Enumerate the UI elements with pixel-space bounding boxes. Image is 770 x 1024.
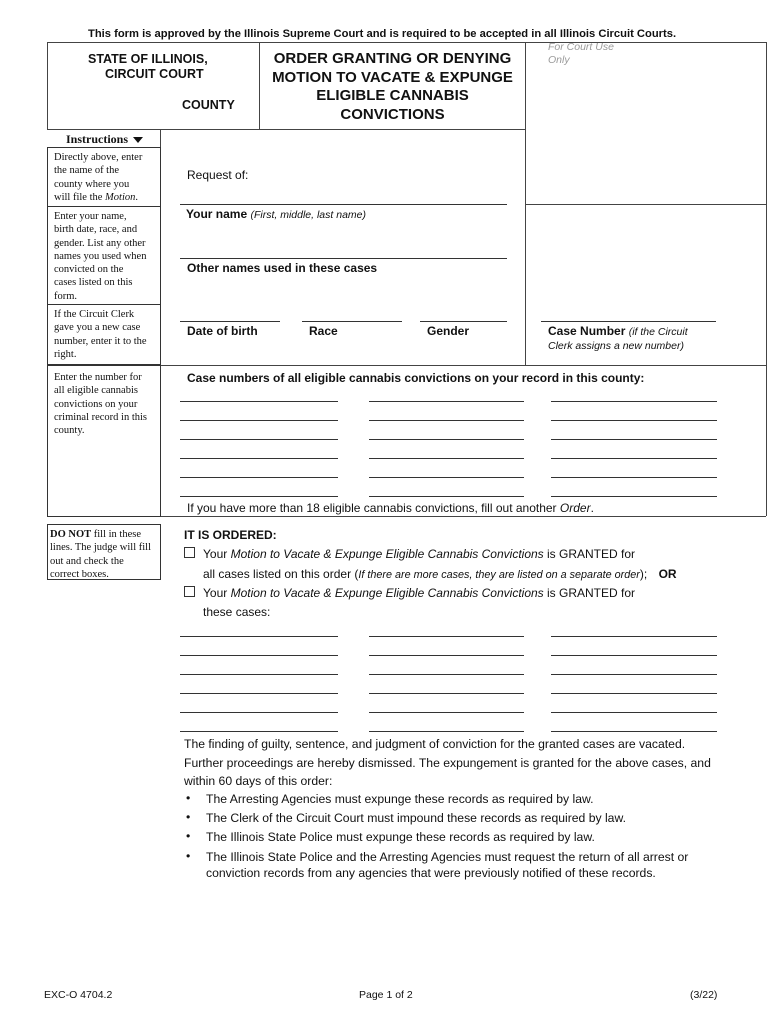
granted-case-line[interactable] xyxy=(551,731,717,732)
granted-case-line[interactable] xyxy=(180,693,338,694)
grant-all-text: Your Motion to Vacate & Expunge Eligible Cannabis Convictions is GRANTED for xyxy=(203,547,636,561)
court-use-line-2: Only xyxy=(548,54,570,66)
granted-case-line[interactable] xyxy=(551,674,717,675)
instructions-heading xyxy=(66,132,143,147)
title-line-1: ORDER GRANTING OR DENYING xyxy=(273,50,512,67)
case-line[interactable] xyxy=(551,401,717,402)
title-line-4: CONVICTIONS xyxy=(340,105,445,123)
left-border-top xyxy=(47,42,48,129)
instruction-convictions: Enter the number for all eligible cannabis convictions on your criminal record in this county. xyxy=(54,372,148,437)
case-line[interactable] xyxy=(551,496,717,497)
case-line[interactable] xyxy=(180,401,338,402)
case-line[interactable] xyxy=(551,477,717,478)
dob-field[interactable] xyxy=(180,321,280,322)
case-line[interactable] xyxy=(180,477,338,478)
approval-note: This form is approved by the Illinois Supreme Court and is required to be accepted in all Illinois Circuit Courts. xyxy=(88,28,677,40)
bullet-icon: • xyxy=(186,829,191,843)
gender-field[interactable] xyxy=(420,321,507,322)
bullet-icon: • xyxy=(186,810,191,824)
grant-listed-text: Your Motion to Vacate & Expunge Eligible Cannabis Convictions is GRANTED for xyxy=(203,586,636,600)
case-line[interactable] xyxy=(180,458,338,459)
case-line[interactable] xyxy=(369,496,524,497)
dob-label: Date of birth xyxy=(187,324,258,338)
case-line[interactable] xyxy=(180,420,338,421)
instructions-heading-text: Instructions xyxy=(66,132,129,146)
order-heading: IT IS ORDERED: xyxy=(184,528,277,542)
more-cases-note: If you have more than 18 eligible cannabis convictions, fill out another Order. xyxy=(187,501,594,515)
top-border xyxy=(47,42,767,43)
request-of-label: Request of: xyxy=(187,168,249,182)
grant-listed-text-line2: these cases: xyxy=(203,605,271,619)
right-border xyxy=(766,42,767,516)
granted-case-line[interactable] xyxy=(369,655,524,656)
granted-case-line[interactable] xyxy=(369,693,524,694)
form-code: EXC-O 4704.2 xyxy=(44,989,113,1001)
header-bottom-border xyxy=(47,129,525,130)
grant-all-checkbox[interactable] xyxy=(184,547,195,558)
title-line-3: ELIGIBLE CANNABIS xyxy=(316,87,469,104)
court-use-bottom xyxy=(525,204,766,205)
form-title xyxy=(260,50,525,124)
court-use-line-1: For Court Use xyxy=(548,41,614,53)
case-line[interactable] xyxy=(180,496,338,497)
granted-case-line[interactable] xyxy=(180,674,338,675)
granted-case-line[interactable] xyxy=(551,636,717,637)
case-line[interactable] xyxy=(551,420,717,421)
grant-listed-checkbox[interactable] xyxy=(184,586,195,597)
findings-paragraph: The finding of guilty, sentence, and judgment of conviction for the granted cases are vacated. Further proceedings are hereby dismissed. The expungement is granted for the above cases, and within 60 days of this order: xyxy=(184,737,711,788)
your-name-label: Your name (First, middle, last name) xyxy=(186,207,366,221)
case-line[interactable] xyxy=(180,439,338,440)
bullet-icon: • xyxy=(186,791,191,805)
cases-section-bottom xyxy=(160,516,766,517)
instruction-personal: Enter your name, birth date, race, and gender. List any other names you used when convicted on the cases listed on this form. xyxy=(54,211,147,302)
case-line[interactable] xyxy=(551,458,717,459)
gender-label: Gender xyxy=(427,324,470,338)
granted-case-line[interactable] xyxy=(180,731,338,732)
granted-case-line[interactable] xyxy=(551,693,717,694)
granted-case-line[interactable] xyxy=(369,712,524,713)
case-number-field[interactable] xyxy=(541,321,716,322)
title-line-2: MOTION TO VACATE & EXPUNGE xyxy=(272,68,513,86)
case-line[interactable] xyxy=(369,439,524,440)
instruction-county: Directly above, enter the name of the county where you will file the Motion. xyxy=(54,152,143,203)
revision-date: (3/22) xyxy=(690,989,718,1001)
state-label: STATE OF ILLINOIS, xyxy=(88,52,208,66)
granted-case-line[interactable] xyxy=(180,655,338,656)
case-line[interactable] xyxy=(369,458,524,459)
instruction-case-number: If the Circuit Clerk gave you a new case number, enter it to the right. xyxy=(54,309,147,360)
race-field[interactable] xyxy=(302,321,402,322)
case-line[interactable] xyxy=(369,420,524,421)
court-use-label xyxy=(548,41,614,67)
granted-case-line[interactable] xyxy=(369,636,524,637)
your-name-field[interactable] xyxy=(180,204,507,205)
granted-case-line[interactable] xyxy=(551,655,717,656)
county-label: COUNTY xyxy=(182,98,235,112)
granted-case-line[interactable] xyxy=(369,674,524,675)
granted-case-line[interactable] xyxy=(180,636,338,637)
case-number-label: Case Number (if the Circuit Clerk assigns a new number) xyxy=(548,324,688,352)
granted-case-line[interactable] xyxy=(551,712,717,713)
instruction-judge: DO NOT fill in these lines. The judge will fill out and check the correct boxes. xyxy=(50,529,152,580)
circuit-court-label-2: CIRCUIT COURT xyxy=(105,67,204,81)
bullet-icon: • xyxy=(186,849,191,863)
page-number: Page 1 of 2 xyxy=(359,989,413,1001)
race-label: Race xyxy=(309,324,338,338)
case-line[interactable] xyxy=(551,439,717,440)
case-line[interactable] xyxy=(369,477,524,478)
granted-case-line[interactable] xyxy=(180,712,338,713)
other-names-label: Other names used in these cases xyxy=(187,261,378,275)
case-list-heading: Case numbers of all eligible cannabis convictions on your record in this county: xyxy=(187,371,645,385)
other-names-field[interactable] xyxy=(180,258,507,259)
party-section-bottom xyxy=(160,365,766,366)
granted-case-line[interactable] xyxy=(369,731,524,732)
caret-down-icon xyxy=(133,137,143,143)
grant-all-text-line2: all cases listed on this order (If there are more cases, they are listed on a separate order); OR xyxy=(203,567,677,581)
case-line[interactable] xyxy=(369,401,524,402)
